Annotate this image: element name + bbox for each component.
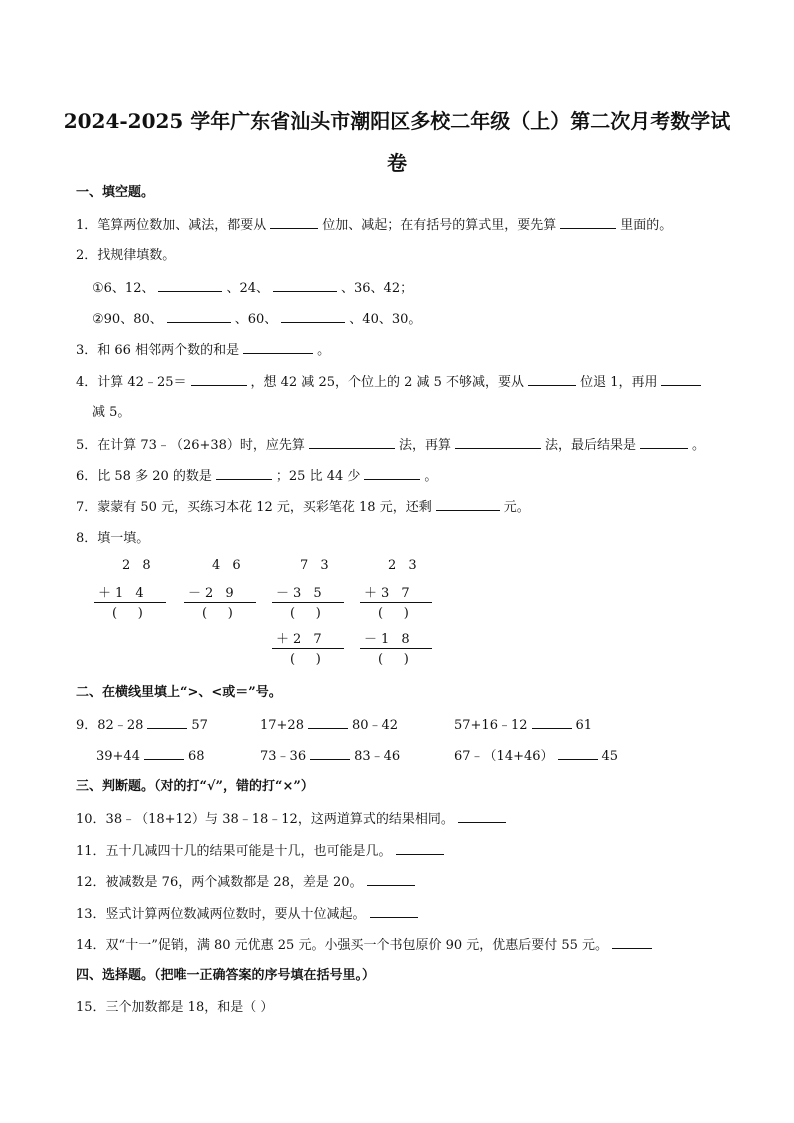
answer-blank[interactable]	[144, 747, 184, 760]
answer-blank[interactable]	[167, 310, 231, 323]
calc-answer-box[interactable]: ( )	[378, 652, 409, 667]
question-3: 3．和 66 相邻两个数的和是 。	[76, 343, 331, 358]
answer-blank[interactable]	[528, 373, 576, 386]
answer-blank[interactable]	[370, 905, 418, 918]
document-title	[0, 100, 794, 184]
calc-rule	[360, 602, 432, 603]
answer-blank[interactable]	[558, 747, 598, 760]
section-1-heading: 一、填空题。	[76, 185, 155, 200]
answer-blank[interactable]	[661, 373, 701, 386]
calc-top-number: 7 3	[300, 558, 333, 573]
calc-rule	[272, 602, 344, 603]
calc-operation: ＋2 7	[276, 632, 326, 647]
question-5: 5．在计算 73﹣（26+38）时，应先算 法，再算 法，最后结果是 。	[76, 438, 705, 453]
vertical-calc-3	[272, 558, 344, 670]
calc-operation: －1 8	[364, 632, 414, 647]
question-2: 2．找规律填数。	[76, 248, 176, 263]
question-2-row-1: ①6、12、 、24、 、36、42；	[92, 281, 414, 296]
answer-blank[interactable]	[367, 873, 415, 886]
calc-operation: ＋3 7	[364, 586, 414, 601]
answer-blank[interactable]	[436, 498, 500, 511]
answer-blank[interactable]	[191, 373, 247, 386]
calc-answer-box[interactable]: ( )	[112, 606, 143, 621]
question-15: 15．三个加数都是 18，和是（ ）	[76, 1000, 274, 1015]
title-line-1: 2024-2025 学年广东省汕头市潮阳区多校二年级（上）第二次月考数学试	[63, 109, 731, 133]
answer-blank[interactable]	[532, 716, 572, 729]
answer-blank[interactable]	[158, 279, 222, 292]
question-7: 7．蒙蒙有 50 元，买练习本花 12 元，买彩笔花 18 元，还剩 元。	[76, 500, 530, 515]
calc-operation: ＋1 4	[98, 586, 148, 601]
answer-blank[interactable]	[310, 747, 350, 760]
question-14: 14．双“十一”促销，满 80 元优惠 25 元。小强买一个书包原价 90 元，优惠后要付 55 元。	[76, 936, 656, 955]
calc-top-number: 2 3	[388, 558, 421, 573]
calc-answer-box[interactable]: ( )	[290, 652, 321, 667]
compare-item: 9．82﹣28 57	[76, 718, 208, 733]
answer-blank[interactable]	[640, 436, 688, 449]
calc-answer-box[interactable]: ( )	[378, 606, 409, 621]
title-line-2: 卷	[387, 151, 407, 175]
calc-top-number: 2 8	[122, 558, 155, 573]
compare-item: 57+16﹣12 61	[454, 718, 593, 733]
compare-item: 17+28 80﹣42	[260, 718, 399, 733]
answer-blank[interactable]	[364, 467, 420, 480]
answer-blank[interactable]	[455, 436, 541, 449]
question-1: 1．笔算两位数加、减法，都要从 位加、减起；在有括号的算式里，要先算 里面的。	[76, 218, 673, 233]
calc-rule	[94, 602, 166, 603]
compare-item: 39+44 68	[96, 749, 205, 764]
answer-blank[interactable]	[560, 216, 616, 229]
question-4: 4．计算 42﹣25＝ ，想 42 减 25，个位上的 2 减 5 不够减，要从 位退 1，再用	[76, 373, 705, 392]
vertical-calc-1	[94, 558, 166, 628]
calc-answer-box[interactable]: ( )	[290, 606, 321, 621]
question-8: 8．填一填。	[76, 531, 150, 546]
question-11: 11．五十几减四十几的结果可能是十几，也可能是几。	[76, 842, 448, 861]
question-4-continued: 减 5。	[92, 405, 131, 420]
section-3-heading: 三、判断题。（对的打“√”，错的打“×”）	[76, 779, 314, 794]
answer-blank[interactable]	[147, 716, 187, 729]
calc-answer-box[interactable]: ( )	[202, 606, 233, 621]
answer-blank[interactable]	[281, 310, 345, 323]
vertical-calc-2	[184, 558, 256, 628]
calc-operation: －3 5	[276, 586, 326, 601]
question-6: 6．比 58 多 20 的数是 ；25 比 44 少 。	[76, 469, 438, 484]
answer-blank[interactable]	[216, 467, 272, 480]
vertical-calc-4	[360, 558, 432, 670]
calc-operation: －2 9	[188, 586, 238, 601]
answer-blank[interactable]	[243, 341, 313, 354]
question-13: 13．竖式计算两位数减两位数时，要从十位减起。	[76, 905, 422, 924]
answer-blank[interactable]	[458, 810, 506, 823]
calc-rule	[184, 602, 256, 603]
section-2-heading: 二、在横线里填上“>、<或＝”号。	[76, 685, 282, 700]
compare-item: 67﹣（14+46） 45	[454, 749, 619, 764]
answer-blank[interactable]	[308, 716, 348, 729]
compare-item: 73﹣36 83﹣46	[260, 749, 401, 764]
answer-blank[interactable]	[273, 279, 337, 292]
answer-blank[interactable]	[270, 216, 318, 229]
answer-blank[interactable]	[309, 436, 395, 449]
calc-top-number: 4 6	[212, 558, 245, 573]
answer-blank[interactable]	[612, 936, 652, 949]
section-4-heading: 四、选择题。（把唯一正确答案的序号填在括号里。）	[76, 968, 376, 983]
calc-rule	[360, 648, 432, 649]
question-10: 10．38﹣（18+12）与 38﹣18﹣12，这两道算式的结果相同。	[76, 810, 510, 829]
answer-blank[interactable]	[396, 842, 444, 855]
question-12: 12．被减数是 76，两个减数都是 28，差是 20。	[76, 873, 419, 892]
calc-rule	[272, 648, 344, 649]
question-2-row-2: ②90、80、 、60、 、40、30。	[92, 312, 422, 327]
